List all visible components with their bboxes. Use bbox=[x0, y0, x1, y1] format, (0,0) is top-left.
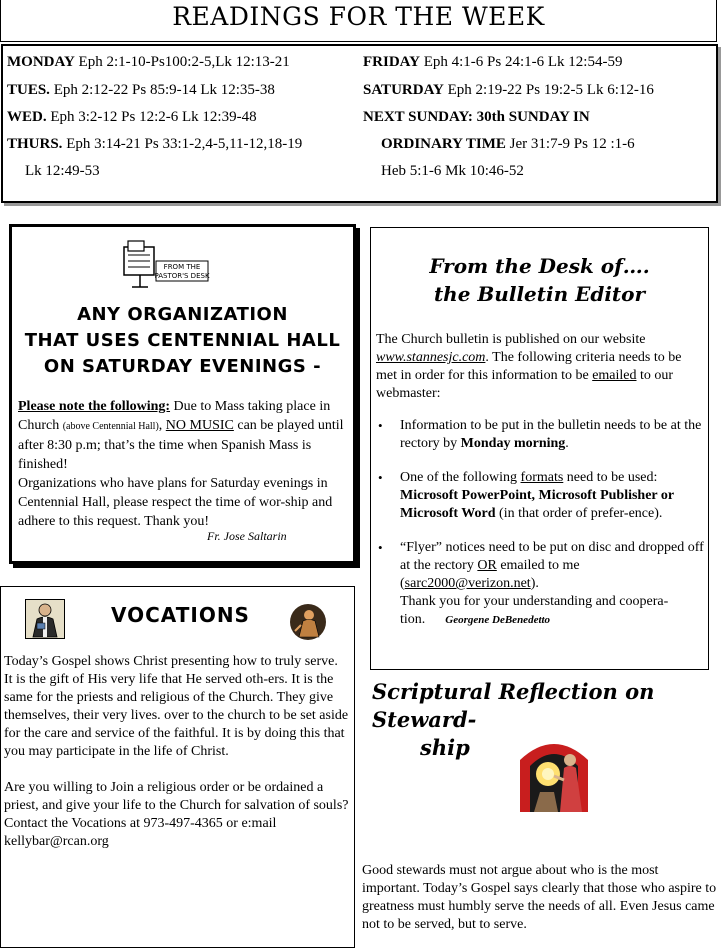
day-label: TUES. bbox=[7, 82, 50, 98]
website-link[interactable]: www.stannesjc.com bbox=[376, 350, 486, 365]
day-label: THURS. bbox=[7, 136, 63, 152]
priest-icon bbox=[25, 599, 65, 639]
reading-saturday bbox=[363, 82, 654, 99]
heading-line: ANY ORGANIZATION bbox=[77, 304, 288, 325]
intro-text: to our webmaster: bbox=[376, 368, 674, 401]
day-label: SATURDAY bbox=[363, 82, 444, 98]
editor-signature: Georgene DeBenedetto bbox=[445, 614, 551, 626]
criteria-list bbox=[376, 417, 704, 629]
list-item bbox=[376, 469, 704, 523]
formats-text: formats bbox=[520, 470, 564, 485]
note-text: can be played until after 8:30 p.m; that’s the time when Spanish Mass is finished! bbox=[18, 418, 344, 472]
reading-friday bbox=[363, 54, 622, 71]
or-text: OR bbox=[477, 558, 497, 573]
reading-text: Eph 4:1-6 Ps 24:1-6 Lk 12:54-59 bbox=[419, 54, 623, 70]
note-text: , bbox=[158, 418, 166, 433]
reading-text: Jer 31:7-9 Ps 12 :1-6 bbox=[505, 136, 635, 152]
editor-body bbox=[376, 331, 704, 645]
item-text: Information to be put in the bulletin needs to be at the rectory by bbox=[400, 418, 702, 451]
day-label: MONDAY bbox=[7, 54, 75, 70]
reading-wednesday bbox=[7, 109, 257, 126]
item-text: (in that order of prefer-ence). bbox=[495, 506, 663, 521]
vocations-box bbox=[0, 586, 355, 948]
item-text: “Flyer” notices need to be put on disc and dropped off at the rectory bbox=[400, 540, 704, 573]
reading-thursday bbox=[7, 136, 302, 153]
note-label: Please note the following: bbox=[18, 399, 171, 414]
vocations-paragraph: Are you willing to Join a religious order or be ordained a priest, and give your life to the Church for salvation of souls? Contact the Vocations at 973-497-4365 or e:mail kellybar@rcan.org bbox=[4, 780, 349, 849]
pastors-desk-logo bbox=[120, 237, 210, 289]
reading-text: Eph 3:2-12 Ps 12:2-6 Lk 12:39-48 bbox=[46, 109, 257, 125]
note-text: Due to Mass taking place in Church bbox=[18, 399, 331, 433]
readings-box bbox=[1, 44, 718, 203]
item-text: . bbox=[565, 436, 569, 451]
next-sunday-label: ORDINARY TIME bbox=[381, 136, 506, 152]
heading-line: THAT USES CENTENNIAL HALL bbox=[24, 330, 341, 351]
email-link[interactable]: sarc2000@verizon.net bbox=[404, 576, 531, 591]
reading-text: Eph 2:12-22 Ps 85:9-14 Lk 12:35-38 bbox=[49, 82, 275, 98]
item-text: emailed to me ( bbox=[400, 558, 580, 591]
item-bold: Monday morning bbox=[460, 436, 566, 451]
title-line: ship bbox=[420, 735, 470, 760]
reading-monday bbox=[7, 54, 290, 71]
note-small: (above Centennial Hall) bbox=[62, 421, 159, 432]
vocations-paragraph: Today’s Gospel shows Christ presenting how to truly serve. It is the gift of His very life that He served oth-ers. It is the same for the priests and religious of the Church. They give themselves, their very lives. over to the church to be set aside for the care and service of the faithful. It is by doing this that you may participate in the life of Christ. bbox=[4, 654, 349, 759]
editor-intro bbox=[376, 331, 704, 403]
title-line: the Bulletin Editor bbox=[433, 282, 646, 306]
pastor-notice-text bbox=[18, 397, 348, 531]
pastor-paragraph: Organizations who have plans for Saturday evenings in Centennial Hall, please respect the time of wor-ship and adhere to this request. Thank you! bbox=[18, 476, 333, 529]
item-text: One of the following bbox=[400, 470, 521, 485]
reading-text: Eph 2:1-10-Ps100:2-5,Lk 12:13-21 bbox=[74, 54, 290, 70]
title-line: From the Desk of…. bbox=[429, 254, 650, 278]
list-item bbox=[376, 417, 704, 453]
vocations-body bbox=[4, 653, 349, 851]
title-line: Scriptural Reflection on Steward- bbox=[372, 679, 655, 732]
day-label: WED. bbox=[7, 109, 47, 125]
item-text: ). bbox=[530, 576, 539, 591]
thanks-text: Thank you for your understanding and coopera-tion. bbox=[400, 594, 669, 627]
svg-text:FROM THE: FROM THE bbox=[163, 263, 201, 271]
reading-next-sunday-3: Heb 5:1-6 Mk 10:46-52 bbox=[381, 163, 524, 179]
bulletin-editor-box bbox=[370, 227, 709, 670]
pastor-notice-box bbox=[9, 224, 356, 564]
day-label: FRIDAY bbox=[363, 54, 420, 70]
reading-thursday-cont: Lk 12:49-53 bbox=[25, 163, 100, 179]
kneeling-figure-icon bbox=[287, 601, 329, 643]
emailed-text: emailed bbox=[592, 368, 637, 383]
vocations-title: VOCATIONS bbox=[111, 603, 250, 627]
item-bold: Microsoft PowerPoint, Microsoft Publisher or Microsoft Word bbox=[400, 488, 674, 521]
intro-text: . The following criteria needs to be met in order for this information to be bbox=[376, 350, 682, 383]
reading-next-sunday: NEXT SUNDAY: 30th SUNDAY IN bbox=[363, 109, 590, 125]
pastor-signature: Fr. Jose Saltarin bbox=[207, 529, 287, 543]
reading-next-sunday-2 bbox=[381, 136, 635, 153]
svg-text:PASTOR'S DESK: PASTOR'S DESK bbox=[154, 272, 210, 280]
intro-text: The Church bulletin is published on our website bbox=[376, 332, 646, 347]
reading-text: Eph 3:14-21 Ps 33:1-2,4-5,11-12,18-19 bbox=[62, 136, 303, 152]
page-title: READINGS FOR THE WEEK bbox=[172, 2, 545, 31]
stewardship-body: Good stewards must not argue about who is the most important. Today’s Gospel says clearly that those who aspire to greatness must humbly serve the needs of all. Even Jesus came not to be served, but to serve. bbox=[362, 863, 717, 932]
pastor-heading bbox=[12, 302, 353, 380]
list-item bbox=[376, 539, 704, 629]
stewardship-illustration bbox=[514, 730, 594, 812]
reading-text: Eph 2:19-22 Ps 19:2-5 Lk 6:12-16 bbox=[443, 82, 654, 98]
reading-tuesday bbox=[7, 82, 275, 99]
heading-line: ON SATURDAY EVENINGS - bbox=[43, 356, 322, 377]
no-music-text: NO MUSIC bbox=[165, 418, 234, 433]
editor-title bbox=[371, 252, 708, 308]
item-text: need to be used: bbox=[563, 470, 658, 485]
